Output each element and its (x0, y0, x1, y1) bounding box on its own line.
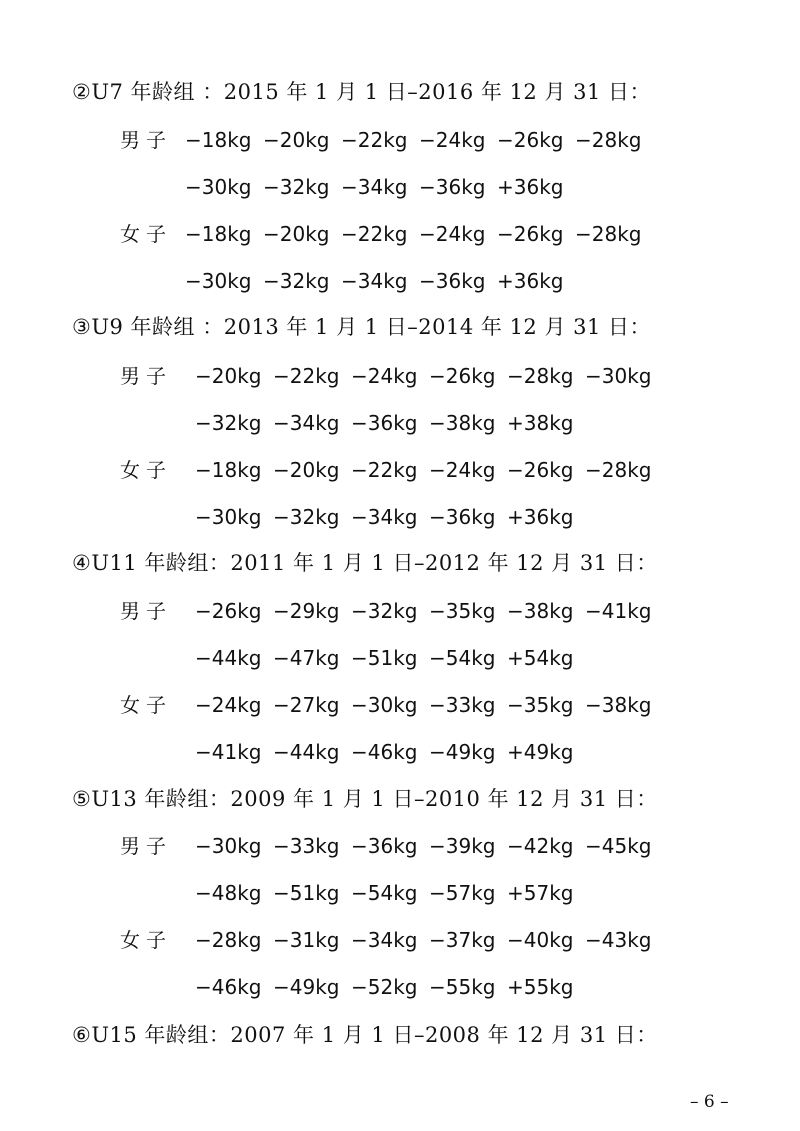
weight-category: −18kg (185, 222, 252, 246)
weight-category: −45kg (585, 834, 652, 858)
weight-category: −38kg (585, 693, 652, 717)
group-label-male: 男子 (120, 599, 172, 623)
page-number: – 6 – (690, 1092, 729, 1112)
weight-category: −24kg (351, 364, 418, 388)
weight-category: −32kg (273, 505, 340, 529)
group-label-female: 女子 (120, 928, 172, 952)
weight-category: −46kg (195, 975, 262, 999)
weight-category: +49kg (507, 740, 574, 764)
section-heading-u7: ②U7 年龄组 ：2015 年 1 月 1 日–2016 年 12 月 31 日： (72, 80, 652, 104)
weight-category: −30kg (351, 693, 418, 717)
weight-category: −20kg (263, 222, 330, 246)
group-label-male: 男子 (120, 364, 172, 388)
weight-category: −26kg (497, 128, 564, 152)
weight-category: −30kg (185, 175, 252, 199)
weight-category: −26kg (507, 458, 574, 482)
weight-category: −24kg (419, 128, 486, 152)
weight-category: −35kg (507, 693, 574, 717)
section-heading-u13: ⑤U13 年龄组：2009 年 1 月 1 日–2010 年 12 月 31 日： (72, 787, 658, 811)
weight-category: −32kg (195, 411, 262, 435)
weight-category: −28kg (575, 222, 642, 246)
weight-category: −28kg (575, 128, 642, 152)
weight-category: −48kg (195, 881, 262, 905)
weight-category: −20kg (195, 364, 262, 388)
weight-category: −32kg (263, 269, 330, 293)
weight-category: −34kg (351, 505, 418, 529)
weight-category: +36kg (507, 505, 574, 529)
weight-category: −18kg (185, 128, 252, 152)
weight-category: −27kg (273, 693, 340, 717)
weight-category: −26kg (497, 222, 564, 246)
weight-category: +57kg (507, 881, 574, 905)
weight-category: −51kg (351, 646, 418, 670)
weight-category: −24kg (429, 458, 496, 482)
weight-category: −43kg (585, 928, 652, 952)
weight-category: −38kg (429, 411, 496, 435)
weight-category: −28kg (195, 928, 262, 952)
weight-category: −39kg (429, 834, 496, 858)
weight-category: −37kg (429, 928, 496, 952)
weight-category: −22kg (351, 458, 418, 482)
weight-category: −52kg (351, 975, 418, 999)
weight-category: −46kg (351, 740, 418, 764)
weight-category: −18kg (195, 458, 262, 482)
weight-category: −30kg (195, 834, 262, 858)
weight-category: −20kg (263, 128, 330, 152)
weight-category: −44kg (195, 646, 262, 670)
weight-category: −41kg (585, 599, 652, 623)
weight-category: −47kg (273, 646, 340, 670)
weight-category: −26kg (195, 599, 262, 623)
weight-category: −30kg (195, 505, 262, 529)
weight-category: −57kg (429, 881, 496, 905)
weight-category: −49kg (273, 975, 340, 999)
weight-category: −54kg (351, 881, 418, 905)
section-heading-u15: ⑥U15 年龄组：2007 年 1 月 1 日–2008 年 12 月 31 日： (72, 1023, 658, 1047)
weight-category: −28kg (507, 364, 574, 388)
weight-category: −24kg (195, 693, 262, 717)
weight-category: −32kg (263, 175, 330, 199)
weight-category: −26kg (429, 364, 496, 388)
section-heading-u11: ④U11 年龄组：2011 年 1 月 1 日–2012 年 12 月 31 日： (72, 551, 658, 575)
weight-category: −22kg (341, 128, 408, 152)
group-label-female: 女子 (120, 222, 172, 246)
weight-category: −30kg (185, 269, 252, 293)
weight-category: −54kg (429, 646, 496, 670)
weight-category: −33kg (429, 693, 496, 717)
weight-category: −34kg (341, 269, 408, 293)
weight-category: −34kg (273, 411, 340, 435)
weight-category: +36kg (497, 175, 564, 199)
weight-category: −32kg (351, 599, 418, 623)
weight-category: −36kg (419, 175, 486, 199)
weight-category: +55kg (507, 975, 574, 999)
weight-category: −44kg (273, 740, 340, 764)
weight-category: −29kg (273, 599, 340, 623)
group-label-male: 男子 (120, 834, 172, 858)
weight-category: −36kg (351, 834, 418, 858)
group-label-female: 女子 (120, 458, 172, 482)
weight-category: +38kg (507, 411, 574, 435)
weight-category: −49kg (429, 740, 496, 764)
group-label-male: 男子 (120, 128, 172, 152)
weight-category: +54kg (507, 646, 574, 670)
weight-category: −30kg (585, 364, 652, 388)
weight-category: −41kg (195, 740, 262, 764)
weight-category: −28kg (585, 458, 652, 482)
weight-category: −34kg (351, 928, 418, 952)
weight-category: −55kg (429, 975, 496, 999)
weight-category: −34kg (341, 175, 408, 199)
weight-category: −36kg (429, 505, 496, 529)
weight-category: −35kg (429, 599, 496, 623)
weight-category: −40kg (507, 928, 574, 952)
weight-category: −38kg (507, 599, 574, 623)
weight-category: −22kg (341, 222, 408, 246)
weight-category: −36kg (351, 411, 418, 435)
weight-category: −22kg (273, 364, 340, 388)
weight-category: −33kg (273, 834, 340, 858)
weight-category: −51kg (273, 881, 340, 905)
weight-category: +36kg (497, 269, 564, 293)
weight-category: −36kg (419, 269, 486, 293)
section-heading-u9: ③U9 年龄组 ：2013 年 1 月 1 日–2014 年 12 月 31 日： (72, 315, 652, 339)
weight-category: −42kg (507, 834, 574, 858)
group-label-female: 女子 (120, 693, 172, 717)
weight-category: −31kg (273, 928, 340, 952)
weight-category: −20kg (273, 458, 340, 482)
weight-category: −24kg (419, 222, 486, 246)
